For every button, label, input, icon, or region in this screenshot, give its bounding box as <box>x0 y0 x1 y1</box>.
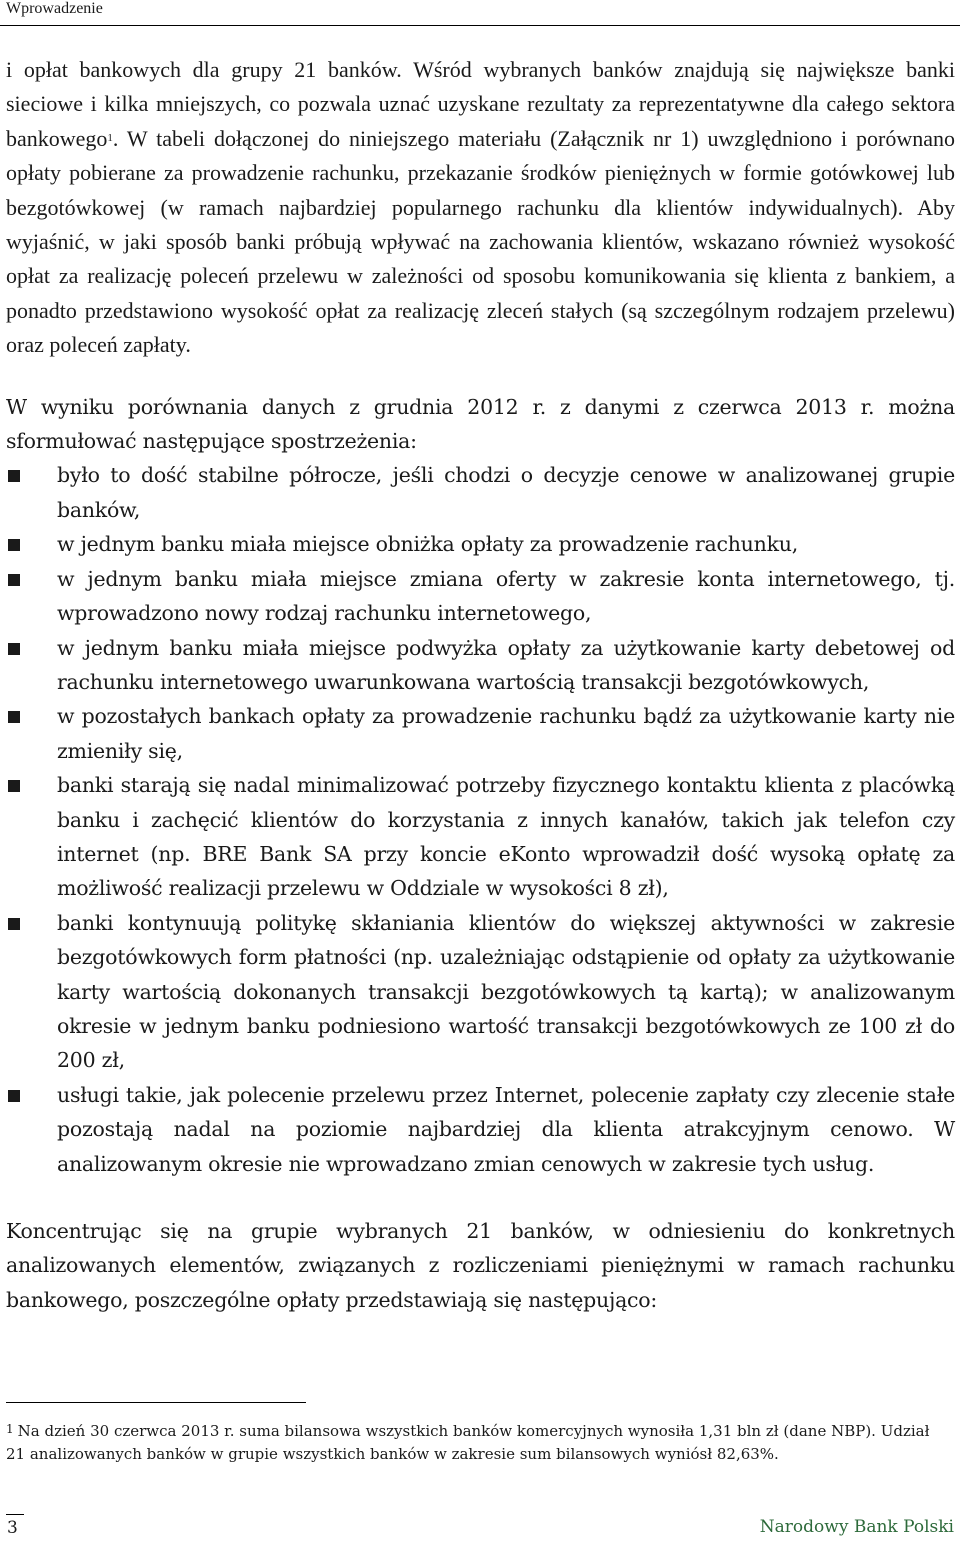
list-item <box>6 768 955 906</box>
main-content <box>6 53 955 1317</box>
square-bullet-icon <box>8 711 20 723</box>
list-item-text: w jednym banku miała miejsce zmiana oferty w zakresie konta internetowego, tj. wprowadzono nowy rodzaj rachunku internetowego, <box>57 566 955 626</box>
section-title: Wprowadzenie <box>6 0 103 17</box>
list-item <box>6 699 955 768</box>
square-bullet-icon <box>8 574 20 586</box>
footnote-divider <box>6 1402 306 1403</box>
footnote <box>6 1418 946 1466</box>
list-item-text: w pozostałych bankach opłaty za prowadzenie rachunku bądź za użytkowanie karty nie zmieniły się, <box>57 704 955 763</box>
list-item <box>6 458 955 527</box>
intro-paragraph <box>6 53 955 363</box>
intro-text-start: i opłat bankowych dla grupy 21 banków. Wśród wybranych banków znajdują się największe banki sieciowe i kilka mniejszych, co pozwala uznać uzyskane rezultaty za reprezentatywne dla całego sektora bankowego <box>6 57 955 151</box>
square-bullet-icon <box>8 539 20 551</box>
list-item-text: w jednym banku miała miejsce obniżka opłaty za prowadzenie rachunku, <box>57 532 798 557</box>
list-item <box>6 527 955 561</box>
list-item-text: banki kontynuują politykę skłaniania klientów do większej aktywności w zakresie bezgotówkowych form płatności (np. uzależniając odstąpienie od opłaty za użytkowanie karty wartością dokonanych transakcji bezgotówkowych tą kartą); w analizowanym okresie w jednym banku podniesiono wartość transakcji bezgotówkowych ze 100 zł do 200 zł, <box>57 910 955 1073</box>
running-header <box>0 0 960 26</box>
publisher-name: Narodowy Bank Polski <box>759 1517 954 1537</box>
list-item <box>6 906 955 1078</box>
footnote-text: Na dzień 30 czerwca 2013 r. suma bilansowa wszystkich banków komercyjnych wynosiła 1,31 bln zł (dane NBP). Udział 21 analizowanych banków w grupie wszystkich banków w zakresie sum bilansowych wyniósł 82,63%. <box>6 1422 930 1463</box>
list-item-text: usługi takie, jak polecenie przelewu przez Internet, polecenie zapłaty czy zlecenie stałe pozostają nadal na poziomie najbardziej dla klienta atrakcyjnym cenowo. W analizowanym okresie nie wprowadzano zmian cenowych w zakresie tych usług. <box>57 1082 955 1176</box>
square-bullet-icon <box>8 780 20 792</box>
square-bullet-icon <box>8 918 20 930</box>
list-item <box>6 1078 955 1181</box>
observations-list <box>6 458 955 1181</box>
closing-paragraph: Koncentrując się na grupie wybranych 21 banków, w odniesieniu do konkretnych analizowanych elementów, związanych z rozliczeniami pieniężnymi w ramach rachunku bankowego, poszczególne opłaty przedstawiają się następująco: <box>6 1219 955 1312</box>
observations-lead-paragraph: W wyniku porównania danych z grudnia 2012 r. z danymi z czerwca 2013 r. można sformułować następujące spostrzeżenia: <box>6 394 955 454</box>
page-number-rule <box>6 1514 24 1515</box>
square-bullet-icon <box>8 470 20 482</box>
page-number: 3 <box>7 1518 18 1538</box>
square-bullet-icon <box>8 643 20 655</box>
list-item <box>6 562 955 631</box>
list-item <box>6 631 955 700</box>
footnote-reference[interactable]: 1 <box>107 131 113 144</box>
square-bullet-icon <box>8 1090 20 1102</box>
intro-text-end: . W tabeli dołączonej do niniejszego materiału (Załącznik nr 1) uwzględniono i porównano opłaty pobierane za prowadzenie rachunku, przekazanie środków pieniężnych w formie gotówkowej lub bezgotówkowej (w ramach najbardziej popularnego rachunku dla klientów indywidualnych). Aby wyjaśnić, w jaki sposób banki próbują wpływać na zachowania klientów, wskazano również wysokość opłat za realizację poleceń przelewu w zależności od sposobu komunikowania się klienta z bankiem, a ponadto przedstawiono wysokość opłat za realizację zleceń stałych (są szczególnym rodzajem przelewu) oraz poleceń zapłaty. <box>6 125 955 358</box>
footnote-number: 1 <box>6 1422 14 1436</box>
list-item-text: było to dość stabilne półrocze, jeśli chodzi o decyzje cenowe w analizowanej grupie banków, <box>57 463 955 522</box>
list-item-text: banki starają się nadal minimalizować potrzeby fizycznego kontaktu klienta z placówką banku i zachęcić klientów do korzystania z innych kanałów, takich jak telefon czy internet (np. BRE Bank SA przy koncie eKonto wprowadził dość wysoką opłatę za możliwość realizacji przelewu w Oddziale w wysokości 8 zł), <box>57 773 955 901</box>
list-item-text: w jednym banku miała miejsce podwyżka opłaty za użytkowanie karty debetowej od rachunku internetowego uwarunkowana wartością transakcji bezgotówkowych, <box>57 635 955 694</box>
